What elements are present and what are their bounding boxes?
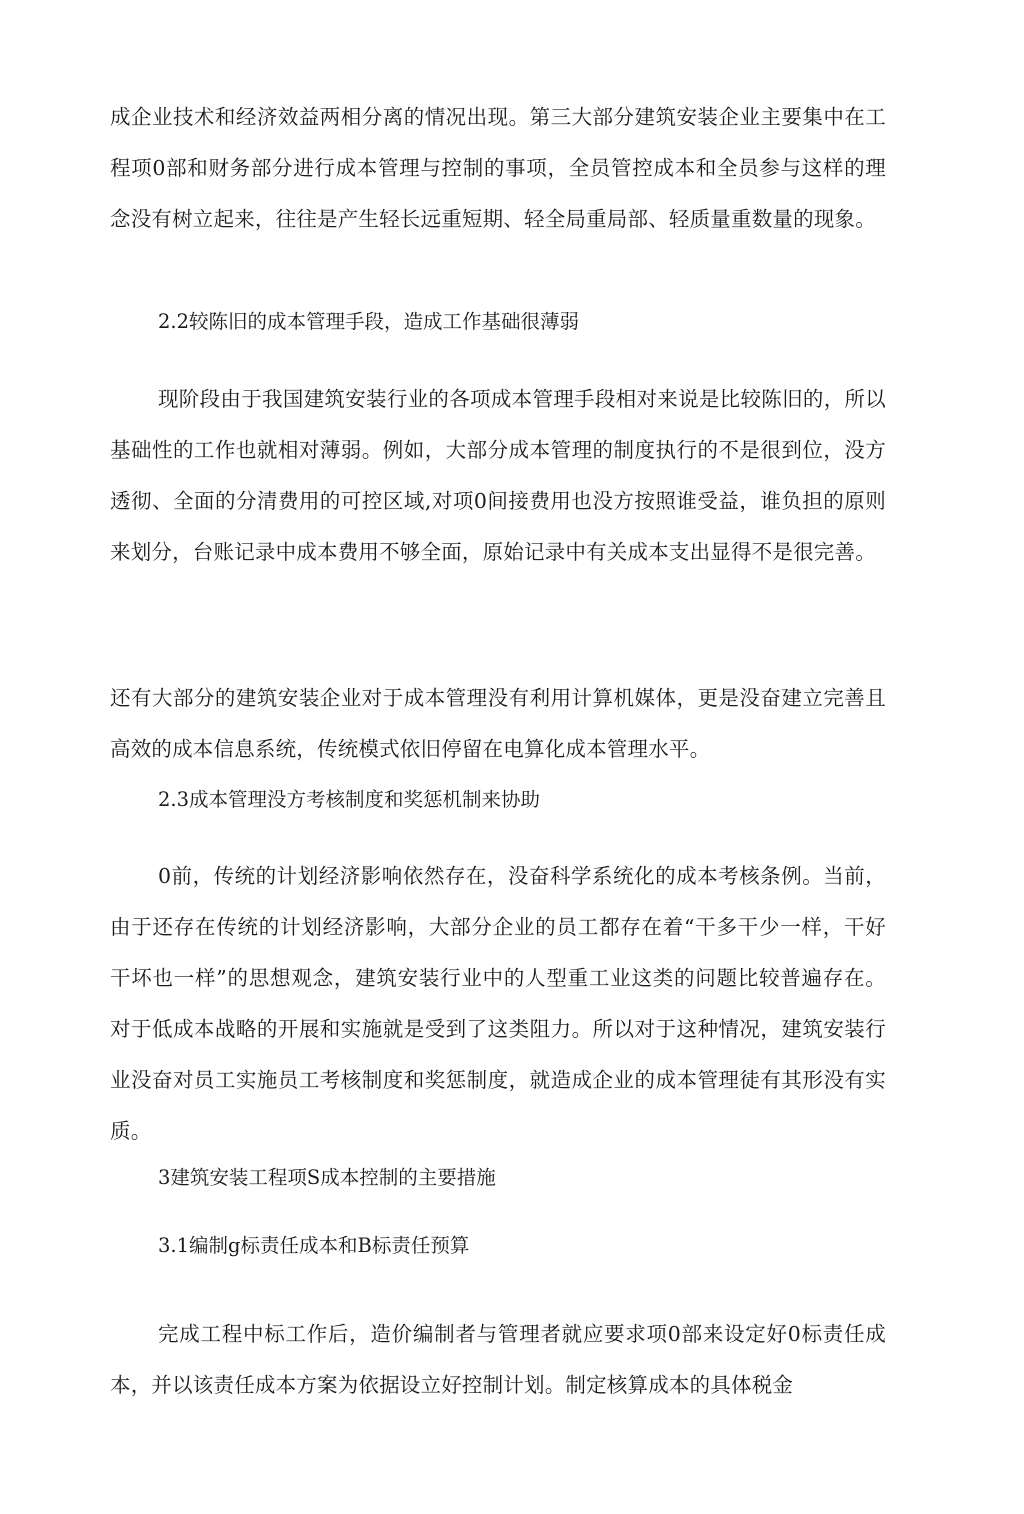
section-heading-3: 3建筑安装工程项S成本控制的主要措施 xyxy=(158,1166,496,1189)
paragraph-computer-media: 还有大部分的建筑安装企业对于成本管理没有利用计算机媒体，更是没奋建立完善且高效的成本信息系统，传统模式依旧停留在电算化成本管理水平。 xyxy=(110,686,886,761)
paragraph-intro: 成企业技术和经济效益两相分离的情况出现。第三大部分建筑安装企业主要集中在工程项0部和财务部分进行成本管理与控制的事项，全员管控成本和全员参与这样的理念没有树立起来，往往是产生轻长远重短期、轻全局重局部、轻质量重数量的现象。 xyxy=(110,105,886,231)
paragraph-target-cost: 完成工程中标工作后，造价编制者与管理者就应要求项0部来设定好0标责任成本，并以该责任成本方案为依据设立好控制计划。制定核算成本的具体税金 xyxy=(110,1322,886,1397)
paragraph-outdated-methods: 现阶段由于我国建筑安装行业的各项成本管理手段相对来说是比较陈旧的，所以基础性的工作也就相对薄弱。例如，大部分成本管理的制度执行的不是很到位，没方透彻、全面的分清费用的可控区域,对项0间接费用也没方按照谁受益，谁负担的原则来划分，台账记录中成本费用不够全面，原始记录中有关成本支出显得不是很完善。 xyxy=(110,387,886,564)
section-heading-2-3: 2.3成本管理没方考核制度和奖惩机制来协助 xyxy=(158,788,541,811)
paragraph-assessment: 0前，传统的计划经济影响依然存在，没奋科学系统化的成本考核条例。当前，由于还存在传统的计划经济影响，大部分企业的员工都存在着“干多干少一样，干好干坏也一样”的思想观念，建筑安装行业中的人型重工业这类的问题比较普遍存在。对于低成本战略的开展和实施就是受到了这类阻力。所以对于这种情况，建筑安装行业没奋对员工实施员工考核制度和奖惩制度，就造成企业的成本管理徒有其形没有实质。 xyxy=(110,864,886,1143)
section-heading-3-1: 3.1编制g标责任成本和B标责任预算 xyxy=(158,1234,470,1257)
section-heading-2-2: 2.2较陈旧的成本管理手段，造成工作基础很薄弱 xyxy=(158,310,580,333)
